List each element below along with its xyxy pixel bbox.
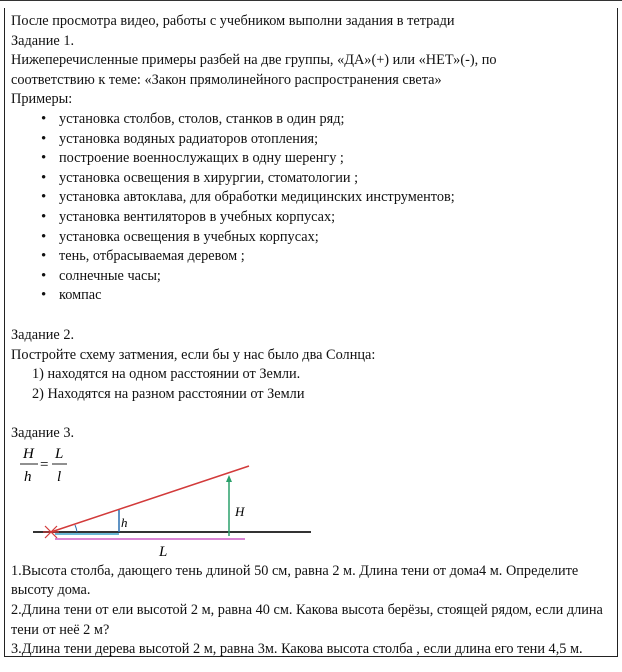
task2-item-1: 1) находятся на одном расстоянии от Земли. xyxy=(32,366,301,383)
list-item: • установка автоклава, для обработки медицинских инструментов; xyxy=(41,188,611,208)
list-item: • компас xyxy=(41,286,611,306)
list-item: • установка водяных радиаторов отопления; xyxy=(41,130,611,150)
label-h: h xyxy=(121,514,128,530)
problem-1: 1.Высота столба, дающего тень длиной 50 см, равна 2 м. Длина тени от дома4 м. Определите высоту дома. xyxy=(11,562,579,599)
formula-l: l xyxy=(57,468,62,485)
pole-arrow-icon xyxy=(226,475,232,482)
formula-L: L xyxy=(55,445,64,462)
list-item: • установка освещения в хирургии, стоматологии ; xyxy=(41,169,611,189)
document-body xyxy=(11,12,611,660)
task1-line2: соответствию к теме: «Закон прямолинейного распространения света» xyxy=(11,71,442,88)
top-border xyxy=(0,0,622,1)
examples-label: Примеры: xyxy=(11,91,73,108)
list-item: • солнечные часы; xyxy=(41,267,611,287)
list-item: • построение военнослужащих в одну шеренгу ; xyxy=(41,149,611,169)
angle-arc xyxy=(75,525,77,532)
list-item: • тень, отбрасываемая деревом ; xyxy=(41,247,611,267)
formula-h: h xyxy=(24,468,32,485)
shadow-tip-star-icon xyxy=(43,526,59,538)
label-L: L xyxy=(159,543,168,560)
problem-3: 3.Длина тени дерева высотой 2 м, равна 3м. Какова высота столба , если длина его тени 4,5 м. xyxy=(11,641,583,658)
task1-title: Задание 1. xyxy=(11,32,75,49)
shadow-diagram-svg xyxy=(11,444,611,562)
formula-H: H xyxy=(23,445,34,462)
task3-title: Задание 3. xyxy=(11,425,75,442)
examples-list xyxy=(11,110,611,306)
shadow-diagram xyxy=(11,444,611,562)
task1-line1: Нижеперечисленные примеры разбей на две группы, «ДА»(+) или «НЕТ»(-), по xyxy=(11,52,497,69)
task2-title: Задание 2. xyxy=(11,326,75,343)
list-item: • установка столбов, столов, станков в один ряд; xyxy=(41,110,611,130)
formula-equals: = xyxy=(40,456,49,473)
intro-text: После просмотра видео, работы с учебником выполни задания в тетради xyxy=(11,13,455,29)
task2-line1: Постройте схему затмения, если бы у нас было два Солнца: xyxy=(11,346,376,363)
problem-2: 2.Длина тени от ели высотой 2 м, равна 40 см. Какова высота берёзы, стоящей рядом, если длина тени от неё 2 м? xyxy=(11,602,603,638)
task2-item-2: 2) Находятся на разном расстоянии от Земли xyxy=(32,385,305,402)
light-ray xyxy=(51,466,249,532)
list-item: • установка освещения в учебных корпусах; xyxy=(41,228,611,248)
label-H: H xyxy=(235,503,245,519)
list-item: • установка вентиляторов в учебных корпусах; xyxy=(41,208,611,228)
